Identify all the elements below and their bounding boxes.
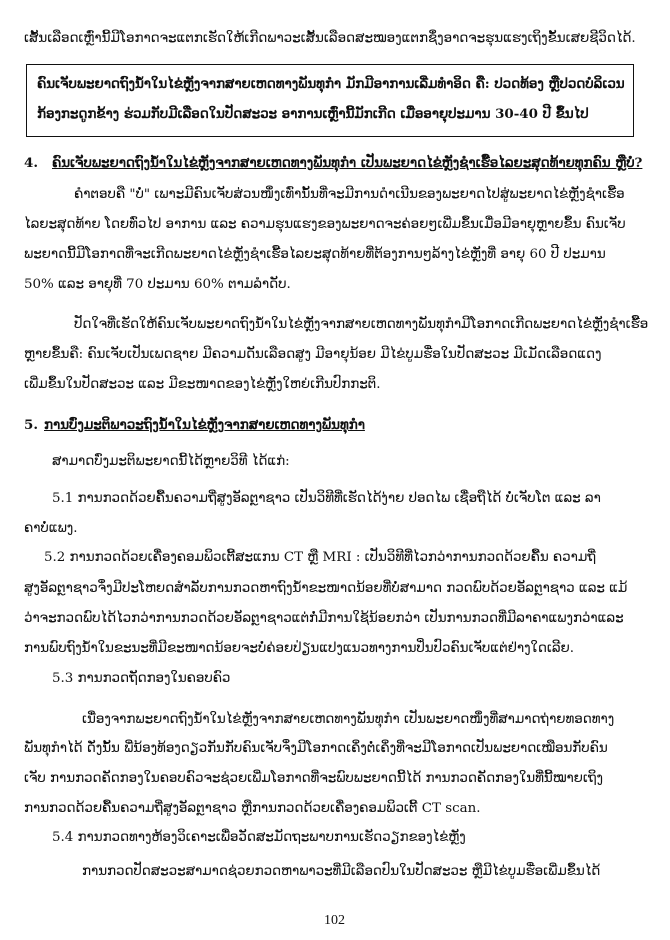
- subsection-5-2-line: ການພົບຖົງນໍ້າໃນຂະນະທີ່ມີຂະໜາດນ້ອຍຈະບໍ່ຄ່ອຍປ່ຽນແປງແນວທາງການປິ່ນປົວຄົນເຈັບແຕ່ຢ່າງໃດເລີຍ.: [24, 641, 575, 656]
- subsection-5-2-line: 5.2 ການກວດດ້ວຍເຄື່ອງຄອມພິວເຕີ້ສະແກນ CT ຫຼື MRI : ເປັນວິທີທີ່ໄວກວ່າການກວດດ້ວຍຄື້ນ ຄວາມຖີ່: [44, 550, 596, 565]
- paragraph-line: ຫຼາຍຂຶ້ນຄື: ຄົນເຈັບເປັນເພດຊາຍ ມີຄວາມດັນເລືອດສູງ ມີອາຍຸນ້ອຍ ມີໄຂ່ບູມຮື່ອໃນປັດສະວະ ມີເມັດເລືອດແດງ: [24, 347, 602, 362]
- paragraph-line: ເພີ່ມຂຶ້ນໃນປັດສະວະ ແລະ ມີຂະໜາດຂອງໄຂ່ຫຼັງໃຫຍ່ເກີນປົກກະຕິ.: [24, 377, 381, 392]
- subsection-5-4-title: 5.4 ການກວດທາງຫ້ອງວິເຄາະເພື່ອວັດສະມັດຖະພາບການເຮັດວຽກຂອງໄຂ່ຫຼັງ: [52, 830, 466, 845]
- subsection-5-2-line: ສູງອັລຕຼາຊາວຈຶ່ງມີປະໂຫຍດສໍາລັບການກວດຫາຖົງນໍ້າຂະໜາດນ້ອຍທີ່ບໍ່ສາມາດ ກວດພົບດ້ວຍອັລຕຼາຊາວ ແລະ ແມ້: [24, 581, 628, 596]
- section-5-number: 5.: [24, 417, 38, 433]
- section-5-intro: ສາມາດບົ່ງມະຕິພະຍາດນີ້ໄດ້ຫຼາຍວິທີ ໄດ້ແກ່:: [52, 454, 290, 469]
- section-4-heading: ຄົນເຈັບພະຍາດຖົງນໍ້າໃນໄຂ່ຫຼັງຈາກສາຍເຫດທາງພັນທຸກໍາ ເປັນພະຍາດໄຂ່ຫຼັງຊໍາເຮື້ອໄລຍະສຸດທ້າຍທຸກຄົນ ຫຼືບໍ່?: [52, 155, 643, 171]
- subsection-5-3-line: ເຈັບ ການກວດຄັດກອງໃນຄອບຄົວຈະຊ່ວຍເພີ່ມໂອກາດທີ່ຈະພົບພະຍາດນີ້ໄດ້ ການກວດຄັດກອງໃນທີ່ນີ້ໝາຍເຖິງ: [24, 771, 604, 786]
- summary-box-line: ຄົນເຈັບພະຍາດຖົງນໍ້າໃນໄຂ່ຫຼັງຈາກສາຍເຫດທາງພັນທຸກໍາ ມັກມີອາການເລີ່ມທໍາອິດ ຄື: ປວດທ້ອງ ຫຼືປວດບໍລິເວນ: [37, 76, 625, 92]
- subsection-5-1-line: 5.1 ການກວດດ້ວຍຄື້ນຄວາມຖີ່ສູງອັລຕຼາຊາວ ເປັນວິທີທີ່ເຮັດໄດ້ງ່າຍ ປອດໄພ ເຊື່ອຖືໄດ້ ບໍ່ເຈັບໂຕ ແລະ ລາ: [52, 491, 601, 506]
- paragraph-line: ປັດໃຈທີ່ເຮັດໃຫ້ຄົນເຈັບພະຍາດຖົງນໍ້າໃນໄຂ່ຫຼັງຈາກສາຍເຫດທາງພັນທຸກໍາມີໂອກາດເກີດພະຍາດໄຂ່ຫຼັງຊໍາເຮື້ອ: [74, 317, 649, 332]
- subsection-5-3-line: ພັນທຸກໍາໄດ້ ດັ່ງນັ້ນ ພີ່ນ້ອງທ້ອງດຽວກັນກັບຄົນເຈັບຈຶ່ງມີໂອກາດເຄິ່ງຕໍ່ເຄິ່ງທີ່ຈະມີໂອກາດເປັນພະຍາດເໝືອນກັບຄົນ: [24, 741, 608, 756]
- continuation-line: ເສັ້ນເລືອດເຫຼົ່ານີ້ມີໂອກາດຈະແຕກເຮັດໃຫ້ເກີດພາວະເສັ້ນເລືອດສະໝອງແຕກຊຶ່ງອາດຈະຮຸນແຮງເຖິງຂັ້ນເສຍຊີວິດໄດ້.: [24, 31, 636, 46]
- summary-box: [26, 64, 634, 137]
- subsection-5-2-line: ວ່າຈະກວດພົບໄດ້ໄວກວ່າການກວດດ້ວຍອັລຕຼາຊາວແຕ່ກໍ່ມີການໃຊ້ນ້ອຍກວ່າ ເປັນການກວດທີ່ມີລາຄາແພງກວ່າແລະ: [24, 611, 624, 626]
- paragraph-line: ພະຍາດນີ້ມີໂອກາດທີ່ຈະເກີດພະຍາດໄຂ່ຫຼັງຊໍາເຮື້ອໄລຍະສຸດທ້າຍທີ່ຕ້ອງການໆລ້າງໄຂ່ຫຼັງທີ່ ອາຍຸ 60 ປີ ປະມານ: [24, 247, 606, 262]
- subsection-5-3-title: 5.3 ການກວດຖັດກອງໃນຄອບຄົວ: [52, 671, 231, 686]
- paragraph-line: ຄໍາຕອບຄື "ບໍ່" ເພາະມີຄົນເຈັບສ່ວນໜຶ່ງເທົ່ານັ້ນທີ່ຈະມີການດໍາເນີນຂອງພະຍາດໄປສູ່ພະຍາດໄຂ່ຫຼັງຊໍາເຮື້ອ: [74, 187, 625, 202]
- subsection-5-3-line: ເນື່ອງຈາກພະຍາດຖົງນໍ້າໃນໄຂ່ຫຼັງຈາກສາຍເຫດທາງພັນທຸກໍາ ເປັນພະຍາດໜຶ່ງທີ່ສາມາດຖ່າຍທອດທາງ: [82, 712, 615, 727]
- paragraph-line: 50% ແລະ ອາຍຸທີ່ 70 ປະມານ 60% ຕາມລໍາດັບ.: [24, 277, 291, 292]
- summary-box-line: ກ້ອງກະດູກຂ້າງ ຮ່ວມກັບມີເລືອດໃນປັດສະວະ ອາການເຫຼົ່ານີ້ມັກເກີດ ເມື່ອອາຍຸປະມານ 30-40 ປີ ຂຶ້ນໄປ: [37, 106, 589, 122]
- subsection-5-1-line: ຄາບໍ່ແພງ.: [24, 521, 78, 536]
- subsection-5-3-line: ການກວດດ້ວຍຄື້ນຄວາມຖີ່ສູງອັລຕຼາຊາວ ຫຼືການກວດດ້ວຍເຄື່ອງຄອມພິວເຕີ້ CT scan.: [24, 801, 481, 816]
- paragraph-line: ໄລຍະສຸດທ້າຍ ໂດຍທົ່ວໄປ ອາການ ແລະ ຄວາມຮຸນແຮງຂອງພະຍາດຈະຄ່ອຍໆເພີ່ມຂຶ້ນເມື່ອມີອາຍຸຫຼາຍຂຶ້ນ ຄົນເຈັບ: [24, 217, 626, 232]
- page-number: 102: [324, 913, 345, 928]
- subsection-5-4-line: ການກວດປັດສະວະສາມາດຊ່ວຍກວດຫາພາວະທີ່ມີເລືອດປົນໃນປັດສະວະ ຫຼືມີໄຂ່ບູມຮື່ອເພີ່ມຂຶ້ນໄດ້: [82, 864, 601, 879]
- section-5-heading: ການບົ່ງມະຕິພາວະຖົງນໍ້າໃນໄຂ່ຫຼັງຈາກສາຍເຫດທາງພັນທຸກໍາ: [44, 417, 365, 433]
- section-4-number: 4.: [24, 155, 38, 171]
